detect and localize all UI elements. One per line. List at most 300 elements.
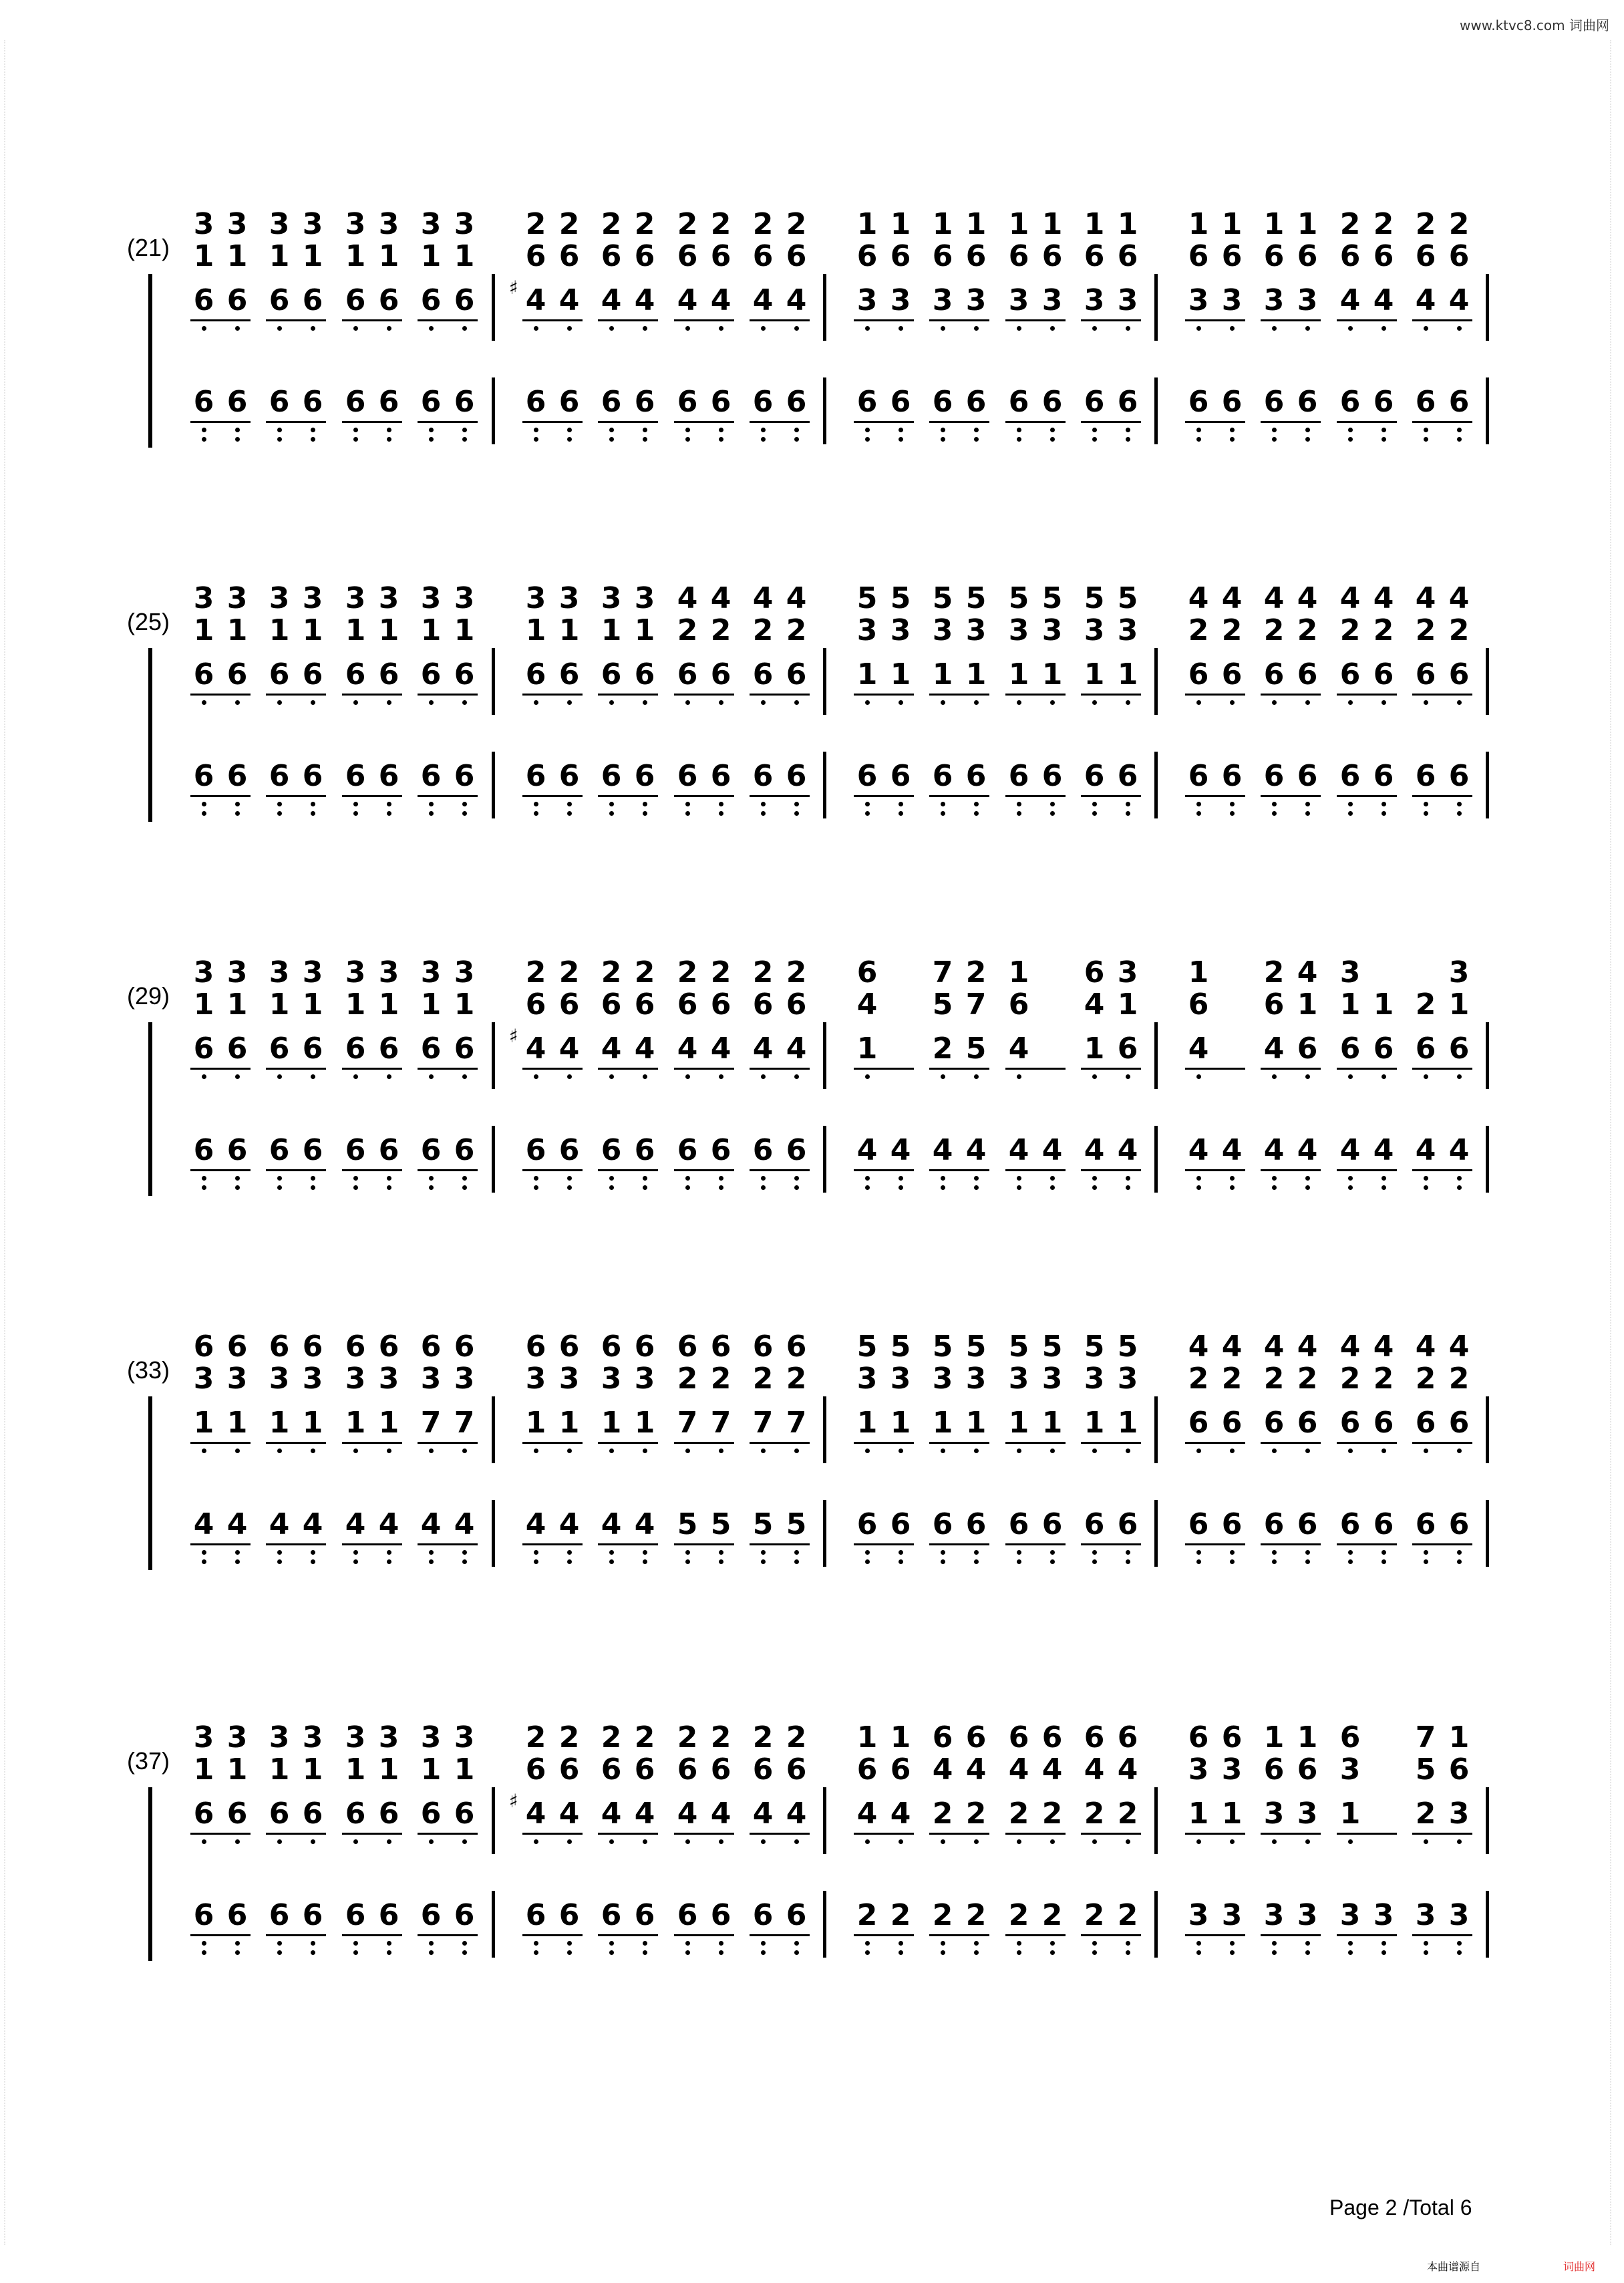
treble-note-top: 6: [1339, 1720, 1361, 1755]
octave-dot: [685, 437, 690, 442]
treble-note-low: 1: [634, 1406, 655, 1440]
treble-note-top: 3: [525, 581, 546, 615]
beam-underline: [598, 421, 658, 423]
treble-note-mid: 2: [1297, 613, 1318, 647]
beam-underline: [929, 1169, 989, 1171]
octave-dot: [277, 1941, 282, 1946]
beam-underline: [1081, 694, 1141, 696]
treble-note-mid: 6: [677, 239, 698, 273]
treble-note-low: 6: [786, 657, 807, 692]
treble-note-low: 1: [601, 1406, 622, 1440]
bass-note: 6: [965, 759, 987, 793]
treble-note-low: 6: [345, 1032, 366, 1066]
treble-note-mid: 6: [677, 987, 698, 1022]
octave-dot: [609, 1176, 614, 1181]
beam-underline: [854, 319, 914, 321]
treble-note-mid: 1: [302, 987, 323, 1022]
octave-dot: [794, 1941, 799, 1946]
treble-note-low: 6: [345, 657, 366, 692]
treble-note-mid: 3: [1008, 1362, 1029, 1396]
treble-note-mid: 1: [226, 1753, 248, 1787]
octave-dot: [462, 802, 467, 806]
treble-note-mid: 2: [752, 1362, 774, 1396]
octave-dot: [719, 1559, 723, 1564]
octave-dot: [534, 1941, 538, 1946]
bass-note: 4: [378, 1507, 399, 1541]
bass-note: 6: [1084, 385, 1105, 419]
beam-underline: [1412, 1068, 1472, 1070]
octave-dot: [609, 1559, 614, 1564]
treble-note-mid: 6: [752, 1753, 774, 1787]
treble-note-top: 5: [890, 581, 911, 615]
octave-dot: [974, 326, 979, 331]
octave-dot: [1382, 811, 1386, 816]
treble-note-top: 3: [193, 581, 214, 615]
treble-note-top: 3: [378, 207, 399, 241]
octave-dot: [1017, 700, 1021, 705]
treble-note-mid: 6: [1188, 239, 1209, 273]
octave-dot: [1424, 811, 1428, 816]
treble-note-low: 4: [752, 283, 774, 317]
beam-underline: [598, 1543, 658, 1545]
bass-note: 6: [786, 759, 807, 793]
treble-note-low: 6: [634, 657, 655, 692]
beam-underline: [190, 1934, 251, 1936]
beam-underline: [1005, 1442, 1066, 1444]
treble-note-mid: 3: [454, 1362, 475, 1396]
treble-note-mid: 1: [420, 613, 442, 647]
beam-underline: [1412, 1543, 1472, 1545]
beam-underline: [1261, 1169, 1321, 1171]
octave-dot: [719, 811, 723, 816]
treble-note-low: 6: [454, 657, 475, 692]
beam-underline: [1337, 694, 1397, 696]
treble-note-mid: 4: [1008, 1753, 1029, 1787]
octave-dot: [761, 1839, 766, 1844]
octave-dot: [387, 1941, 391, 1946]
treble-note-mid: 4: [965, 1753, 987, 1787]
beam-underline: [1185, 1833, 1245, 1835]
beam-underline: [1185, 1169, 1245, 1171]
treble-note-low: 4: [634, 1032, 655, 1066]
octave-dot: [1348, 1449, 1353, 1453]
beam-underline: [190, 694, 251, 696]
octave-dot: [794, 1176, 799, 1181]
bass-note: 2: [1084, 1898, 1105, 1932]
octave-dot: [387, 1074, 391, 1079]
octave-dot: [1305, 811, 1310, 816]
site-header: www.ktvc8.com 词曲网: [1459, 17, 1609, 33]
treble-note-mid: 1: [1117, 987, 1138, 1022]
octave-dot: [387, 1550, 391, 1555]
beam-underline: [1081, 421, 1141, 423]
treble-note-mid: 3: [558, 1362, 580, 1396]
bass-note: 5: [710, 1507, 732, 1541]
treble-note-mid: 6: [752, 987, 774, 1022]
treble-note-top: 2: [965, 955, 987, 990]
octave-dot: [429, 326, 434, 331]
octave-dot: [1196, 1074, 1201, 1079]
bar-line-bass: [492, 1891, 495, 1958]
octave-dot: [311, 1074, 315, 1079]
bass-note: 6: [634, 385, 655, 419]
bass-note: 6: [525, 385, 546, 419]
treble-note-mid: 6: [558, 1753, 580, 1787]
octave-dot: [1050, 811, 1055, 816]
bass-note: 6: [558, 759, 580, 793]
beam-underline: [418, 694, 478, 696]
bar-line-bass: [1486, 1891, 1489, 1958]
bass-note: 6: [558, 385, 580, 419]
treble-note-mid: 6: [890, 1753, 911, 1787]
treble-note-low: 1: [1221, 1797, 1243, 1831]
treble-note-mid: 1: [269, 239, 290, 273]
treble-note-top: 5: [1008, 581, 1029, 615]
octave-dot: [794, 437, 799, 442]
treble-note-top: 2: [634, 207, 655, 241]
octave-dot: [761, 802, 766, 806]
octave-dot: [1272, 1950, 1277, 1955]
octave-dot: [202, 811, 206, 816]
treble-note-low: 3: [1221, 283, 1243, 317]
octave-dot: [685, 326, 690, 331]
bar-line-treble: [1486, 1022, 1489, 1089]
treble-note-mid: 6: [634, 987, 655, 1022]
treble-note-mid: 2: [1448, 613, 1470, 647]
treble-note-low: 1: [932, 1406, 953, 1440]
octave-dot: [761, 700, 766, 705]
octave-dot: [1017, 1950, 1021, 1955]
octave-dot: [865, 802, 870, 806]
treble-note-top: 6: [752, 1330, 774, 1364]
treble-note-mid: 2: [1448, 1362, 1470, 1396]
treble-note-mid: 2: [1188, 1362, 1209, 1396]
treble-note-top: 2: [634, 955, 655, 990]
beam-underline: [342, 1833, 402, 1835]
bass-note: 6: [932, 385, 953, 419]
octave-dot: [974, 700, 979, 705]
octave-dot: [462, 1550, 467, 1555]
treble-note-low: 4: [710, 1032, 732, 1066]
treble-note-top: 4: [1415, 1330, 1436, 1364]
octave-dot: [1382, 1185, 1386, 1190]
bass-note: 6: [1221, 385, 1243, 419]
treble-note-top: 1: [1117, 207, 1138, 241]
bass-note: 4: [1263, 1133, 1285, 1167]
treble-note-top: 3: [193, 955, 214, 990]
treble-note-low: 2: [932, 1032, 953, 1066]
treble-note-top: 1: [1297, 207, 1318, 241]
treble-note-low: 4: [710, 283, 732, 317]
treble-note-low: 6: [1297, 657, 1318, 692]
octave-dot: [1092, 1550, 1097, 1555]
octave-dot: [1382, 1941, 1386, 1946]
octave-dot: [1348, 1185, 1353, 1190]
treble-note-top: 2: [525, 1720, 546, 1755]
octave-dot: [1092, 1941, 1097, 1946]
treble-note-low: 4: [1339, 283, 1361, 317]
octave-dot: [865, 1185, 870, 1190]
bass-note: 6: [1297, 759, 1318, 793]
treble-note-low: 6: [1448, 1032, 1470, 1066]
sharp-sign: ♯: [509, 1025, 518, 1047]
octave-dot: [1126, 1176, 1130, 1181]
bass-note: 6: [302, 1133, 323, 1167]
octave-dot: [719, 1941, 723, 1946]
bass-note: 4: [1008, 1133, 1029, 1167]
bass-note: 6: [378, 1898, 399, 1932]
octave-dot: [643, 1559, 647, 1564]
octave-dot: [1050, 1559, 1055, 1564]
octave-dot: [1348, 802, 1353, 806]
octave-dot: [387, 802, 391, 806]
bar-line-treble: [1486, 1396, 1489, 1463]
treble-note-mid: 1: [378, 987, 399, 1022]
treble-note-top: 4: [1448, 581, 1470, 615]
beam-underline: [1261, 795, 1321, 797]
treble-note-mid: 6: [786, 239, 807, 273]
treble-note-low: 4: [1008, 1032, 1029, 1066]
octave-dot: [685, 1074, 690, 1079]
bass-note: 6: [932, 759, 953, 793]
treble-note-mid: 6: [965, 239, 987, 273]
treble-note-top: 3: [302, 955, 323, 990]
beam-underline: [1081, 1068, 1141, 1070]
bar-line-bass: [1154, 377, 1158, 444]
treble-note-low: 6: [1373, 657, 1394, 692]
octave-dot: [1272, 802, 1277, 806]
treble-note-low: 3: [856, 283, 878, 317]
octave-dot: [353, 1950, 358, 1955]
octave-dot: [1050, 1839, 1055, 1844]
bass-note: 2: [1117, 1898, 1138, 1932]
bar-line-treble: [823, 648, 826, 715]
bass-note: 6: [1221, 1507, 1243, 1541]
beam-underline: [1261, 319, 1321, 321]
treble-note-low: 1: [1084, 1406, 1105, 1440]
treble-note-low: 2: [965, 1797, 987, 1831]
treble-note-top: 6: [454, 1330, 475, 1364]
octave-dot: [941, 802, 945, 806]
bar-line-bass: [823, 1891, 826, 1958]
octave-dot: [353, 1559, 358, 1564]
octave-dot: [1017, 1839, 1021, 1844]
bar-line-treble: [492, 1396, 495, 1463]
treble-note-low: 4: [677, 1797, 698, 1831]
bass-note: 6: [1448, 759, 1470, 793]
octave-dot: [353, 1839, 358, 1844]
treble-note-mid: 6: [1297, 239, 1318, 273]
octave-dot: [1272, 1449, 1277, 1453]
bass-note: 6: [677, 385, 698, 419]
octave-dot: [1126, 326, 1130, 331]
octave-dot: [761, 1950, 766, 1955]
bar-line-treble: [492, 1022, 495, 1089]
octave-dot: [865, 1449, 870, 1453]
octave-dot: [1126, 1950, 1130, 1955]
octave-dot: [643, 1449, 647, 1453]
page-number: Page 2 /Total 6: [1329, 2195, 1472, 2220]
treble-note-low: 6: [269, 1032, 290, 1066]
octave-dot: [277, 1074, 282, 1079]
treble-note-mid: 1: [226, 239, 248, 273]
treble-note-low: 7: [420, 1406, 442, 1440]
treble-note-mid: 6: [525, 1753, 546, 1787]
treble-note-mid: 3: [226, 1362, 248, 1396]
treble-note-low: 6: [1448, 657, 1470, 692]
beam-underline: [1412, 1442, 1472, 1444]
treble-note-low: 4: [1373, 283, 1394, 317]
bar-line-treble: [1154, 648, 1158, 715]
octave-dot: [899, 1839, 903, 1844]
bass-note: 4: [525, 1507, 546, 1541]
treble-note-mid: 3: [890, 1362, 911, 1396]
octave-dot: [462, 428, 467, 432]
octave-dot: [202, 1950, 206, 1955]
treble-note-top: 1: [1008, 955, 1029, 990]
octave-dot: [1017, 1074, 1021, 1079]
bass-note: 6: [710, 1898, 732, 1932]
bass-note: 6: [1263, 759, 1285, 793]
treble-note-low: 1: [269, 1406, 290, 1440]
bar-line-bass: [492, 752, 495, 818]
bass-note: 4: [1117, 1133, 1138, 1167]
treble-note-top: 3: [454, 955, 475, 990]
octave-dot: [1348, 1550, 1353, 1555]
treble-note-top: 6: [932, 1720, 953, 1755]
octave-dot: [534, 1449, 538, 1453]
beam-underline: [929, 319, 989, 321]
treble-note-low: 6: [1221, 657, 1243, 692]
treble-note-mid: 3: [856, 613, 878, 647]
octave-dot: [311, 437, 315, 442]
octave-dot: [1050, 1941, 1055, 1946]
bass-note: 6: [420, 759, 442, 793]
treble-note-low: 6: [601, 657, 622, 692]
treble-note-top: 2: [786, 955, 807, 990]
treble-note-top: 6: [601, 1330, 622, 1364]
octave-dot: [899, 1449, 903, 1453]
treble-note-mid: 1: [454, 239, 475, 273]
octave-dot: [1196, 802, 1201, 806]
octave-dot: [1050, 437, 1055, 442]
beam-underline: [929, 1068, 989, 1070]
bass-note: 6: [965, 385, 987, 419]
treble-note-top: 1: [1084, 207, 1105, 241]
bass-note: 3: [1415, 1898, 1436, 1932]
treble-note-mid: 3: [269, 1362, 290, 1396]
bar-line-bass: [492, 377, 495, 444]
bass-note: 6: [345, 759, 366, 793]
octave-dot: [865, 1950, 870, 1955]
octave-dot: [353, 1074, 358, 1079]
treble-note-mid: 6: [634, 1753, 655, 1787]
treble-note-low: 6: [454, 1032, 475, 1066]
treble-note-top: 4: [1221, 581, 1243, 615]
octave-dot: [1348, 700, 1353, 705]
octave-dot: [1092, 326, 1097, 331]
bass-note: 6: [1448, 1507, 1470, 1541]
beam-underline: [854, 1543, 914, 1545]
bass-note: 6: [752, 1133, 774, 1167]
octave-dot: [277, 1449, 282, 1453]
treble-note-mid: 1: [269, 1753, 290, 1787]
treble-note-top: 3: [302, 581, 323, 615]
beam-underline: [929, 795, 989, 797]
treble-note-low: 4: [786, 283, 807, 317]
octave-dot: [609, 437, 614, 442]
octave-dot: [1382, 1550, 1386, 1555]
brand-label: 词曲网: [1563, 2260, 1596, 2273]
octave-dot: [462, 1074, 467, 1079]
bass-note: 4: [1373, 1133, 1394, 1167]
octave-dot: [429, 802, 434, 806]
octave-dot: [865, 1559, 870, 1564]
beam-underline: [342, 1934, 402, 1936]
octave-dot: [609, 428, 614, 432]
treble-note-mid: 3: [634, 1362, 655, 1396]
bass-note: 6: [1117, 385, 1138, 419]
treble-note-top: 2: [1373, 207, 1394, 241]
octave-dot: [643, 437, 647, 442]
treble-note-low: 7: [786, 1406, 807, 1440]
treble-note-top: 1: [1263, 207, 1285, 241]
treble-note-mid: 3: [856, 1362, 878, 1396]
bass-note: 6: [1373, 1507, 1394, 1541]
bass-note: 6: [1008, 759, 1029, 793]
octave-dot: [794, 1950, 799, 1955]
treble-note-low: 1: [965, 657, 987, 692]
score-system: [0, 955, 1624, 1236]
treble-note-mid: 1: [226, 613, 248, 647]
beam-underline: [1185, 1442, 1245, 1444]
octave-dot: [865, 437, 870, 442]
treble-note-top: 3: [454, 207, 475, 241]
treble-note-mid: 1: [193, 613, 214, 647]
treble-note-top: 4: [1339, 1330, 1361, 1364]
beam-underline: [266, 1934, 326, 1936]
treble-note-low: 6: [1263, 657, 1285, 692]
octave-dot: [311, 1839, 315, 1844]
measure-number: (29): [127, 982, 170, 1010]
octave-dot: [761, 428, 766, 432]
treble-note-low: 1: [226, 1406, 248, 1440]
beam-underline: [342, 1543, 402, 1545]
octave-dot: [1424, 1176, 1428, 1181]
treble-note-low: 6: [302, 1032, 323, 1066]
treble-note-mid: 4: [1041, 1753, 1063, 1787]
octave-dot: [387, 1839, 391, 1844]
treble-note-low: 3: [1263, 1797, 1285, 1831]
treble-note-low: 4: [601, 283, 622, 317]
bar-line-treble: [492, 274, 495, 341]
beam-underline: [929, 1833, 989, 1835]
bass-note: 4: [601, 1507, 622, 1541]
octave-dot: [277, 1185, 282, 1190]
octave-dot: [1017, 1550, 1021, 1555]
treble-note-mid: 6: [856, 1753, 878, 1787]
octave-dot: [1196, 1176, 1201, 1181]
beam-underline: [342, 694, 402, 696]
octave-dot: [1092, 802, 1097, 806]
treble-note-mid: 6: [856, 239, 878, 273]
octave-dot: [202, 1074, 206, 1079]
octave-dot: [794, 1185, 799, 1190]
treble-note-top: 3: [302, 207, 323, 241]
octave-dot: [1196, 428, 1201, 432]
treble-note-low: 6: [1339, 1032, 1361, 1066]
beam-underline: [522, 421, 583, 423]
